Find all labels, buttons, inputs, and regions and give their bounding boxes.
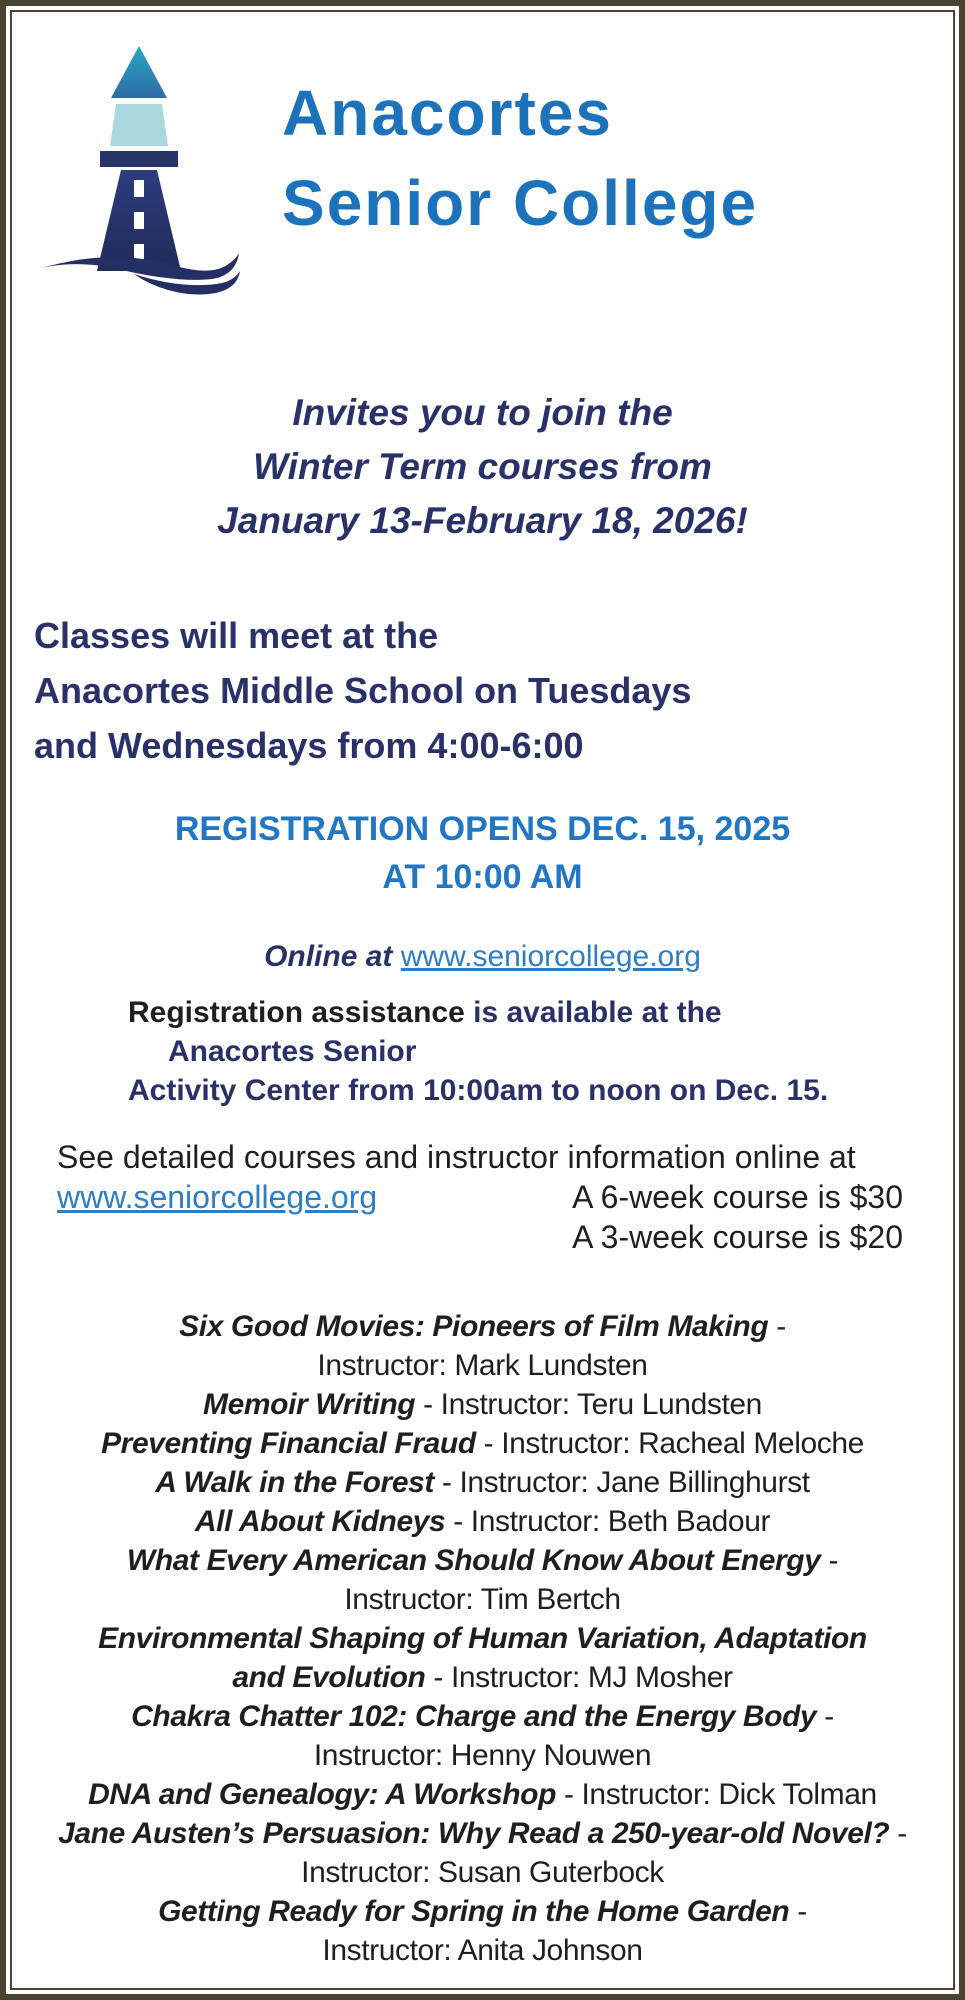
page-title <box>282 68 758 248</box>
invite-line: Winter Term courses from <box>253 446 712 487</box>
details-block <box>12 1137 953 1257</box>
course-line: Six Good Movies: Pioneers of Film Making - <box>179 1310 786 1343</box>
course-line: Instructor: Henny Nouwen <box>313 1739 652 1772</box>
org-title-line2: Senior College <box>282 167 759 239</box>
registration-line: REGISTRATION OPENS DEC. 15, 2025 <box>174 810 791 848</box>
online-at-label: Online at <box>264 940 393 973</box>
course-line: Instructor: Tim Bertch <box>344 1583 621 1616</box>
details-row <box>57 1217 903 1257</box>
class-schedule-block <box>12 608 953 773</box>
assistance-line1-part2: is available at the <box>464 996 722 1029</box>
registration-opens-block <box>12 805 953 901</box>
price-3week: A 3-week course is $20 <box>572 1219 903 1255</box>
registration-assistance-block <box>12 993 953 1110</box>
online-registration-line <box>12 938 953 976</box>
details-intro: See detailed courses and instructor information online at <box>57 1139 856 1175</box>
course-line: Instructor: Susan Guterbock <box>301 1856 664 1889</box>
schedule-line: Anacortes Middle School on Tuesdays <box>34 670 692 711</box>
course-list <box>12 1307 953 1970</box>
assistance-line <box>128 993 953 1032</box>
course-line: Preventing Financial Fraud - Instructor: Racheal Meloche <box>101 1427 864 1460</box>
course-line: DNA and Genealogy: A Workshop - Instructor: Dick Tolman <box>88 1778 877 1811</box>
course-line: Jane Austen’s Persuasion: Why Read a 250-year-old Novel? - <box>58 1817 907 1850</box>
price-6week: A 6-week course is $30 <box>572 1179 903 1215</box>
org-title-line1: Anacortes <box>282 77 613 149</box>
invite-block <box>12 386 953 548</box>
course-line: and Evolution - Instructor: MJ Mosher <box>232 1661 733 1694</box>
course-line: Environmental Shaping of Human Variation, Adaptation <box>98 1622 867 1655</box>
flyer-page <box>12 12 953 1988</box>
invite-line: January 13-February 18, 2026! <box>217 500 748 541</box>
course-line: Getting Ready for Spring in the Home Garden - <box>158 1895 807 1928</box>
course-line: Instructor: Anita Johnson <box>322 1934 643 1967</box>
assistance-line1-part1: Registration assistance <box>128 996 465 1029</box>
seniorcollege-link[interactable]: www.seniorcollege.org <box>400 940 701 973</box>
details-row <box>57 1177 903 1217</box>
course-line: What Every American Should Know About Energy - <box>126 1544 839 1577</box>
course-line: Memoir Writing - Instructor: Teru Lundsten <box>203 1388 762 1421</box>
schedule-line: Classes will meet at the <box>34 615 439 656</box>
invite-line: Invites you to join the <box>292 392 673 433</box>
registration-line: AT 10:00 AM <box>382 858 583 896</box>
header <box>12 12 953 298</box>
course-line: All About Kidneys - Instructor: Beth Badour <box>194 1505 771 1538</box>
course-line: A Walk in the Forest - Instructor: Jane Billinghurst <box>155 1466 810 1499</box>
seniorcollege-link[interactable]: www.seniorcollege.org <box>57 1179 378 1215</box>
assistance-line: Activity Center from 10:00am to noon on Dec. 15. <box>128 1074 829 1107</box>
course-line: Chakra Chatter 102: Charge and the Energy Body - <box>131 1700 834 1733</box>
course-line: Instructor: Mark Lundsten <box>317 1349 648 1382</box>
assistance-line: Anacortes Senior <box>168 1035 417 1068</box>
lighthouse-wave-icon <box>34 28 244 298</box>
schedule-line: and Wednesdays from 4:00-6:00 <box>34 725 584 766</box>
